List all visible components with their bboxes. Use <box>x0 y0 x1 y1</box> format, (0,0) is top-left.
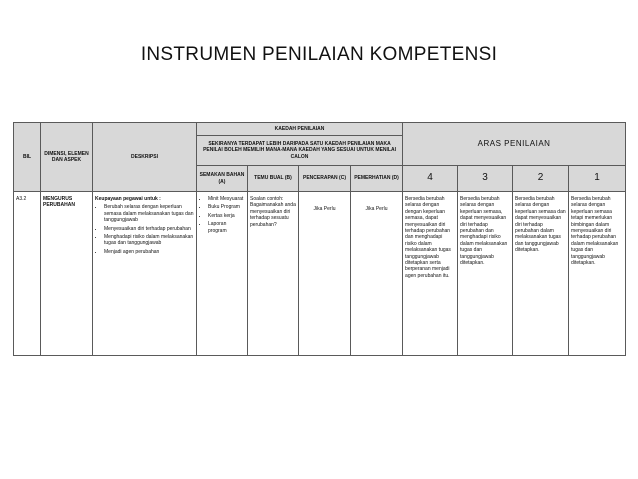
cell-pencerapan: Jika Perlu <box>299 192 351 356</box>
header-semakan-bahan: SEMAKAN BAHAN (A) <box>197 166 248 192</box>
list-item: • Menghadapi risiko dalam melaksanakan tugas dan tanggungjawab <box>104 234 194 247</box>
header-level-2: 2 <box>513 166 569 192</box>
header-kaedah-title: KAEDAH PENILAIAN <box>197 123 403 136</box>
cell-level-2: Bersedia berubah selaras dengan keperluan semasa dan dapat menyesuaikan diri terhadap perubahan dalam melaksanakan tugas dan tanggungjawab ditetapkan. <box>513 192 569 356</box>
header-level-1: 1 <box>569 166 626 192</box>
deskripsi-intro: Keupayaan pegawai untuk : <box>95 196 161 202</box>
cell-bil: A3.2 <box>14 192 41 356</box>
header-aras-penilaian: ARAS PENILAIAN <box>403 123 626 166</box>
deskripsi-list <box>95 204 194 255</box>
cell-pemerhatian: Jika Perlu <box>351 192 403 356</box>
header-temu-bual: TEMU BUAL (B) <box>248 166 299 192</box>
header-deskripsi: DESKRIPSI <box>93 123 197 192</box>
table-row <box>14 192 626 356</box>
header-pencerapan: PENCERAPAN (C) <box>299 166 351 192</box>
slide-title: INSTRUMEN PENILAIAN KOMPETENSI <box>140 44 498 65</box>
list-item: • Kertas kerja <box>208 213 245 219</box>
cell-level-4: Bersedia berubah selaras dengan dengan keperluan semasa, dapat menyesuaikan diri terhadap perubahan dan menghadapi risiko dalam melaksanakan tugas tanggungjawab ditetapkan serta berperanan menjadi agen perubahan itu. <box>403 192 458 356</box>
list-item: • Laporan program <box>208 221 245 234</box>
header-pemerhatian: PEMERHATIAN (D) <box>351 166 403 192</box>
cell-deskripsi <box>93 192 197 356</box>
list-item: • Menyesuaikan diri terhadap perubahan <box>104 226 194 232</box>
cell-semakan-bahan <box>197 192 248 356</box>
header-bil: BIL <box>14 123 41 192</box>
header-dimensi: DIMENSI, ELEMEN DAN ASPEK <box>41 123 93 192</box>
cell-level-1: Bersedia berubah selaras dengan keperluan semasa tetapi memerlukan bimbingan dalam menyesuaikan diri terhadap perubahan dalam melaksanakan tugas dan tanggungjawab ditetapkan. <box>569 192 626 356</box>
competency-table <box>13 122 626 356</box>
list-item: • Buku Program <box>208 204 245 210</box>
header-level-4: 4 <box>403 166 458 192</box>
cell-temu-bual: Soalan contoh: Bagaimanakah anda menyesuaikan diri terhadap sesuatu perubahan? <box>248 192 299 356</box>
list-item: • Menjadi agen perubahan <box>104 249 194 255</box>
list-item: • Berubah selaras dengan keperluan semasa dalam melaksanakan tugas dan tanggungjawab <box>104 204 194 223</box>
header-kaedah-desc: SEKIRANYA TERDAPAT LEBIH DARIPADA SATU KAEDAH PENILAIAN MAKA PENILAI BOLEH MEMILIH MANA-MANA KAEDAH YANG SESUAI UNTUK MENILAI CALON <box>197 136 403 166</box>
competency-table-wrap <box>13 122 625 356</box>
header-level-3: 3 <box>458 166 513 192</box>
semakan-list <box>199 196 245 234</box>
cell-level-3: Bersedia berubah selaras dengan keperluan semasa, dapat menyesuaikan diri terhadap perubahan dan menghadapi risiko dalam melaksanakan tugas dan tanggungjawab ditetapkan. <box>458 192 513 356</box>
cell-dimensi: MENGURUS PERUBAHAN <box>41 192 93 356</box>
list-item: • Minit Mesyuarat <box>208 196 245 202</box>
